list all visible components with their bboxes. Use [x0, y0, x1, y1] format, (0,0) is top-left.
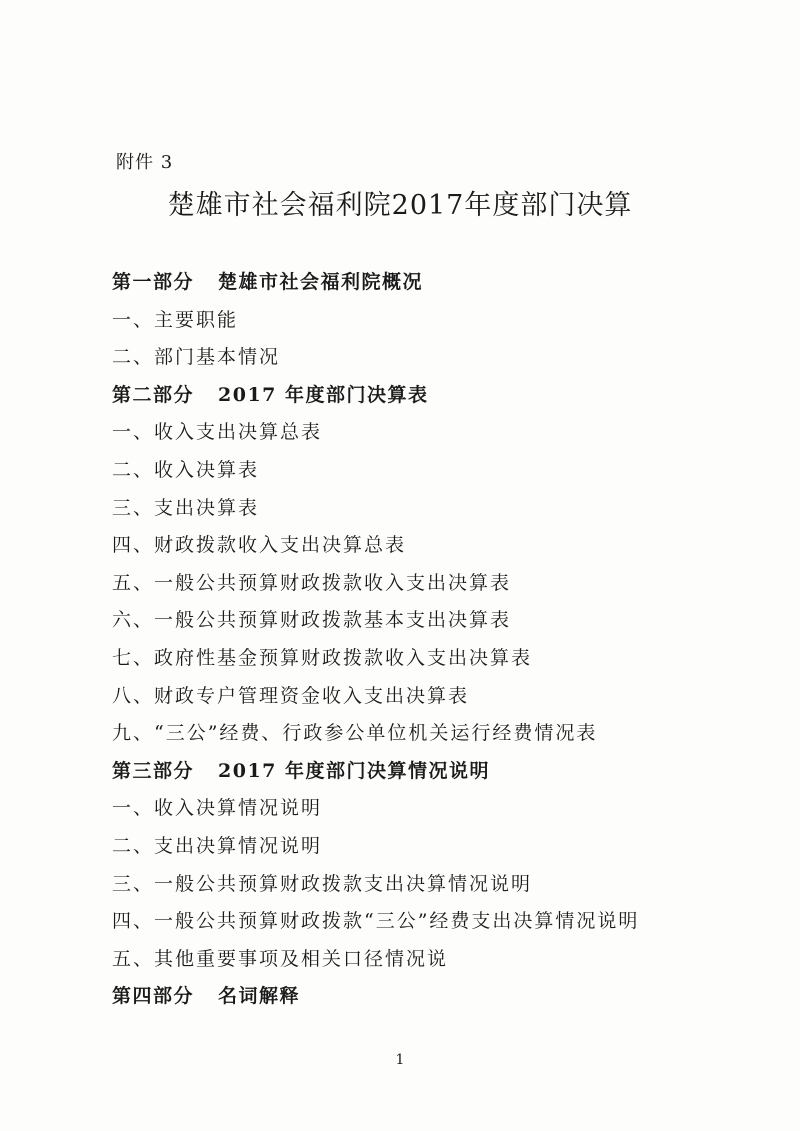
part-title: 名词解释	[218, 985, 301, 1008]
toc-item: 一、收入支出决算总表	[112, 421, 323, 444]
toc-item: 八、财政专户管理资金收入支出决算表	[112, 684, 470, 707]
toc-item: 六、一般公共预算财政拨款基本支出决算表	[112, 609, 512, 632]
toc-item: 九、“三公”经费、行政参公单位机关运行经费情况表	[112, 722, 598, 745]
part-number: 第二部分	[112, 383, 195, 406]
toc-part-heading	[112, 753, 639, 791]
toc-part-heading	[112, 377, 639, 415]
part-number: 第一部分	[112, 271, 195, 293]
toc-item: 三、支出决算表	[112, 496, 260, 519]
page-number: 1	[395, 1052, 405, 1068]
attachment-label: 附件 3	[116, 152, 174, 173]
toc-item: 三、一般公共预算财政拨款支出决算情况说明	[112, 872, 533, 895]
toc-item: 二、部门基本情况	[112, 346, 281, 369]
toc-item: 七、政府性基金预算财政拨款收入支出决算表	[112, 646, 533, 669]
toc-part-heading	[112, 264, 639, 302]
toc-part-heading	[112, 978, 639, 1016]
part-number: 第四部分	[112, 985, 195, 1008]
toc-item: 四、财政拨款收入支出决算总表	[112, 534, 407, 557]
toc-item: 一、主要职能	[112, 308, 239, 331]
part-title: 2017 年度部门决算表	[218, 383, 429, 406]
toc-item: 一、收入决算情况说明	[112, 797, 323, 820]
table-of-contents	[112, 264, 639, 1016]
part-number: 第三部分	[112, 759, 195, 782]
part-title: 楚雄市社会福利院概况	[218, 271, 424, 293]
toc-item: 四、一般公共预算财政拨款“三公”经费支出决算情况说明	[112, 910, 640, 933]
toc-item: 五、其他重要事项及相关口径情况说	[112, 947, 449, 970]
part-title: 2017 年度部门决算情况说明	[218, 759, 491, 782]
toc-item: 二、支出决算情况说明	[112, 834, 323, 857]
toc-item: 二、收入决算表	[112, 458, 260, 481]
document-title: 楚雄市社会福利院2017年度部门决算	[167, 190, 633, 221]
toc-item: 五、一般公共预算财政拨款收入支出决算表	[112, 571, 512, 594]
